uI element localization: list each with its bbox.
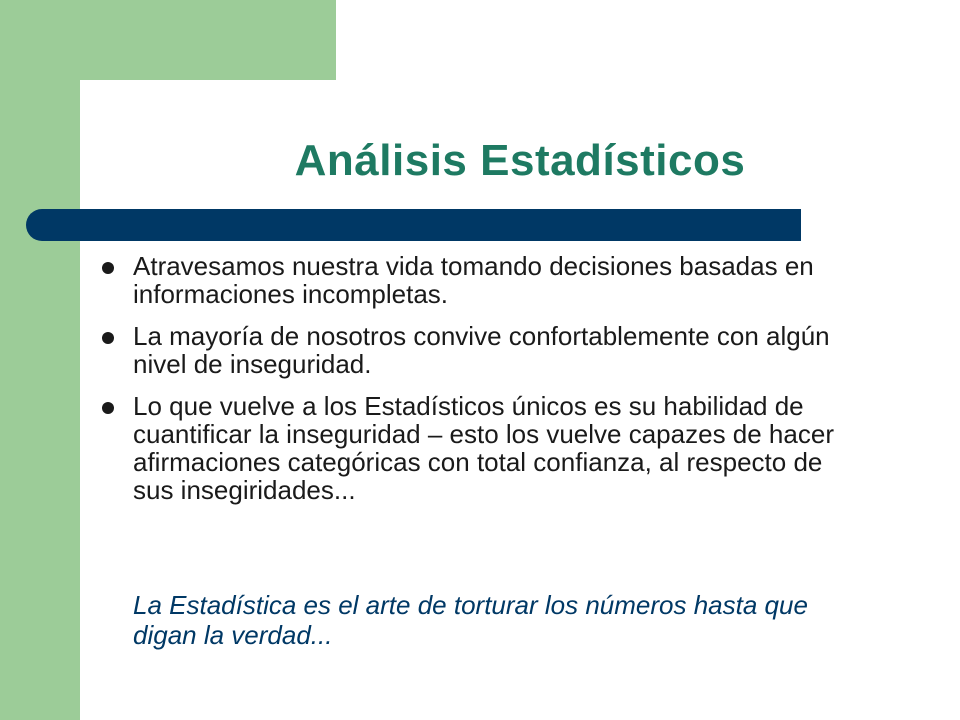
bullet-item xyxy=(100,252,860,308)
bullet-dot-icon xyxy=(102,402,114,414)
slide-title: Análisis Estadísticos xyxy=(294,136,746,185)
green-side-band xyxy=(0,0,80,720)
bullet-dot-icon xyxy=(102,262,114,274)
bullet-item xyxy=(100,322,860,378)
green-top-band xyxy=(0,0,336,80)
bullet-text: La mayoría de nosotros convive confortablemente con algún nivel de inseguridad. xyxy=(133,321,830,379)
bullet-text: Atravesamos nuestra vida tomando decisiones basadas en informaciones incompletas. xyxy=(133,251,814,309)
bullet-item xyxy=(100,392,860,504)
title-underline-bar xyxy=(26,209,801,241)
bullet-dot-icon xyxy=(102,332,114,344)
bullet-text: Lo que vuelve a los Estadísticos únicos es su habilidad de cuantificar la inseguridad – esto los vuelve capazes de hacer afirmaciones categóricas con total confianza, al respecto de sus insegiridades... xyxy=(133,391,834,505)
closing-quote: La Estadística es el arte de torturar los números hasta que digan la verdad... xyxy=(133,590,808,650)
bullet-list xyxy=(100,252,860,518)
